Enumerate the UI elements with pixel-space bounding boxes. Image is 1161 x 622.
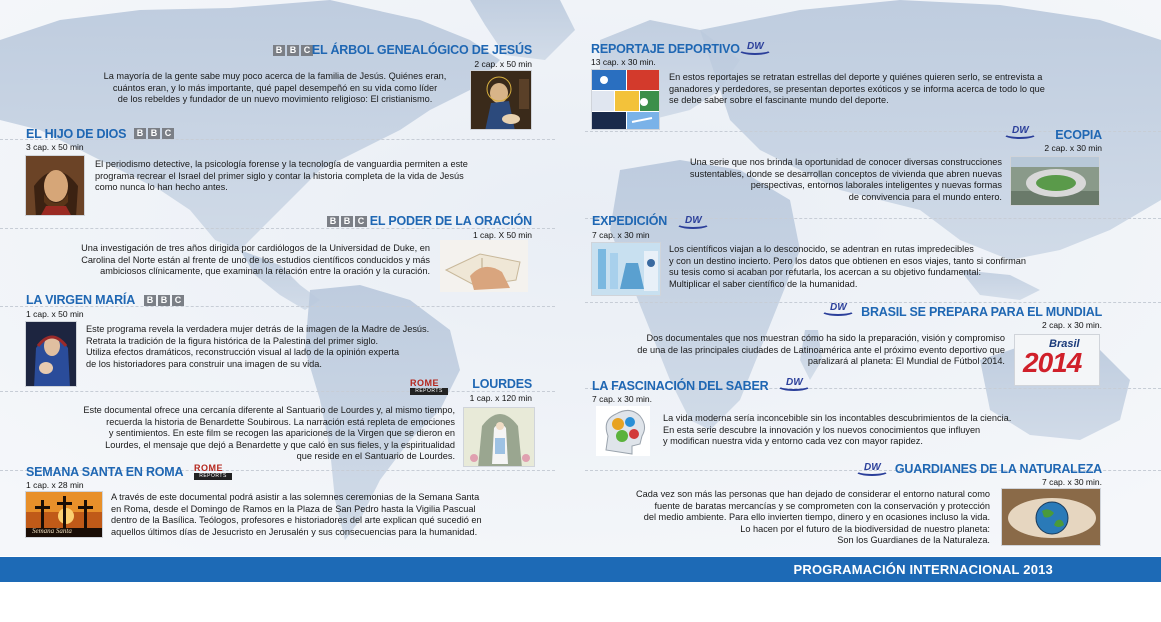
brasil-logo-word: Brasil bbox=[1049, 338, 1080, 350]
program-thumbnail-lourdes bbox=[463, 407, 535, 467]
program-description: A través de este documental podrá asistir a las solemnes ceremonias de la Semana Santa en Roma, desde el Domingo de Ramos en la Plaza de San Pedro hasta la Vigilia Pascual dentro de la Basílica. Teólogos, profesores e historiadores del arte explican qué sucedió en aquellos últimos días de Jesucristo en Jerusalén y sus consecuencias para la humanidad. bbox=[111, 492, 482, 537]
program-thumbnail-lab bbox=[591, 242, 661, 296]
bbc-logo-letter: B bbox=[273, 45, 285, 56]
program-description: Dos documentales que nos muestran cómo ha sido la preparación, visión y compromiso de una de las principales ciudades de Latinoamérica ante el próximo evento deportivo que paralizará al planeta: El Mundial de Fútbol 2014. bbox=[637, 333, 1005, 366]
program-thumbnail-prayer bbox=[440, 240, 528, 292]
program-description: Los científicos viajan a lo desconocido, se adentran en rutas impredecibles y con un destino incierto. Pero los datos que obtienen en esos viajes, tanto si confirman su tesis como si acaban por refutarla, los acercan a su objetivo fundamental: Multiplicar el saber científico de la humanidad. bbox=[669, 244, 1026, 289]
virgin-mary-painting-image bbox=[26, 322, 77, 387]
dw-logo bbox=[676, 216, 710, 230]
program-thumbnail-sports bbox=[591, 69, 660, 130]
footer-title: PROGRAMACIÓN INTERNACIONAL 2013 bbox=[793, 562, 1053, 577]
bbc-logo-letter: B bbox=[144, 295, 156, 306]
episode-info: 2 cap. x 30 min. bbox=[1041, 320, 1102, 330]
thumbnail-caption: Semana Santa bbox=[32, 527, 72, 535]
brasil-logo-year: 2014 bbox=[1023, 347, 1082, 378]
program-thumbnail-earth-eye bbox=[1001, 488, 1101, 546]
lourdes-statue-image bbox=[464, 408, 535, 467]
bbc-logo-letter: C bbox=[355, 216, 367, 227]
program-title: LA FASCINACIÓN DEL SABER bbox=[592, 379, 769, 393]
program-thumbnail-semana-santa bbox=[25, 491, 103, 538]
program-title: EL HIJO DE DIOS bbox=[26, 127, 127, 141]
bbc-logo-letter: B bbox=[148, 128, 160, 139]
dw-logo-text: DW bbox=[830, 302, 847, 313]
program-thumbnail-stadium bbox=[1010, 156, 1100, 206]
separator-line bbox=[0, 228, 555, 229]
rome-reports-logo bbox=[194, 463, 232, 481]
program-title: ECOPIA bbox=[1055, 128, 1102, 142]
program-title: LOURDES bbox=[472, 377, 532, 391]
episode-info: 13 cap. x 30 min. bbox=[591, 57, 656, 67]
dw-logo bbox=[821, 303, 855, 317]
program-description: Una serie que nos brinda la oportunidad de conocer diversas construcciones sustentables, donde se desarrollan conceptos de vivienda que abren nuevas perspectivas, entornos laborales inteligentes y nuevas formas de convivencia para el mundo entero. bbox=[689, 157, 1002, 202]
bbc-logo-letter: C bbox=[172, 295, 184, 306]
program-thumbnail-nativity bbox=[470, 70, 532, 130]
dw-logo bbox=[777, 378, 811, 392]
program-description: La vida moderna sería inconcebible sin los incontables descubrimientos de la ciencia. En esta serie descubre la innovación y los nuevos conocimientos que influyen y modifican nuestra vida y entorno cada vez con mayor rapidez. bbox=[663, 413, 1012, 446]
episode-info: 1 cap. x 50 min bbox=[26, 309, 84, 319]
episode-info: 1 cap. X 50 min bbox=[472, 230, 532, 240]
program-description: Este programa revela la verdadera mujer detrás de la imagen de la Madre de Jesús. Retrata la tradición de la figura histórica de la Palestina del primer siglo. Utiliza efectos dramáticos, reconstrucción visual al lado de la opinión experta de los historiadores para construir una imagen de su vida. bbox=[86, 324, 430, 369]
rome-reports-logo-top: ROME bbox=[410, 378, 439, 388]
bbc-logo-letter: B bbox=[287, 45, 299, 56]
program-description: Este documental ofrece una cercanía diferente al Santuario de Lourdes y, al mismo tiempo, recuerda la historia de Benardette Soubirous. La narración está repleta de emociones y sentimientos. En este film se recogen las apariciones de la Virgen que se dieron en Lourdes, el mensaje que dejó a Benardette y que caló en sus fieles, y la espiritualidad que reside en el Santuario de Lourdes. bbox=[83, 405, 455, 461]
program-title: EXPEDICIÓN bbox=[592, 214, 668, 228]
episode-info: 7 cap. x 30 min. bbox=[1041, 477, 1102, 487]
episode-info: 3 cap. x 50 min bbox=[26, 142, 84, 152]
separator-line bbox=[0, 391, 555, 392]
stadium-aerial-image bbox=[1011, 157, 1100, 206]
separator-line bbox=[585, 302, 1161, 303]
episode-info: 1 cap. x 28 min bbox=[26, 480, 84, 490]
program-title: EL ÁRBOL GENEALÓGICO DE JESÚS bbox=[311, 43, 532, 57]
dw-logo-text: DW bbox=[864, 462, 881, 473]
episode-info: 7 cap. x 30 min. bbox=[592, 394, 653, 404]
bbc-logo-letter: B bbox=[158, 295, 170, 306]
program-thumbnail-virgin bbox=[25, 321, 77, 387]
program-thumbnail-brain-gears bbox=[596, 406, 650, 456]
program-description: La mayoría de la gente sabe muy poco acerca de la familia de Jesús. Quiénes eran, cuántos eran, y lo más importante, qué papel desempeñó en su vida como líder de los rebeldes y fundador de un nuevo movimiento religioso: El cristianismo. bbox=[103, 71, 447, 104]
dw-logo bbox=[738, 42, 772, 56]
program-thumbnail-brasil-2014 bbox=[1014, 334, 1100, 386]
episode-info: 2 cap. x 50 min bbox=[474, 59, 532, 69]
bbc-logo bbox=[327, 216, 367, 227]
dw-logo-text: DW bbox=[747, 41, 764, 52]
program-description: El periodismo detective, la psicología forense y la tecnología de vanguardia permiten a este programa recrear el Israel del primer siglo y contar la historia completa de la vida de Jesús como nunca lo han hecho antes. bbox=[95, 159, 468, 192]
program-title: BRASIL SE PREPARA PARA EL MUNDIAL bbox=[861, 305, 1102, 319]
rome-reports-logo-bottom: REPORTS bbox=[410, 388, 448, 395]
program-title: GUARDIANES DE LA NATURALEZA bbox=[894, 462, 1102, 476]
bbc-logo bbox=[144, 295, 184, 306]
rome-reports-logo-bottom: REPORTS bbox=[194, 473, 232, 480]
program-title: LA VIRGEN MARÍA bbox=[26, 293, 136, 307]
episode-info: 1 cap. x 120 min bbox=[469, 393, 532, 403]
dw-logo-text: DW bbox=[1012, 125, 1029, 136]
program-title: SEMANA SANTA EN ROMA bbox=[26, 465, 184, 479]
sports-collage-image bbox=[592, 70, 660, 130]
rome-reports-logo-top: ROME bbox=[194, 463, 223, 473]
bbc-logo bbox=[134, 128, 174, 139]
bbc-logo-letter: B bbox=[327, 216, 339, 227]
program-title: EL PODER DE LA ORACIÓN bbox=[369, 214, 532, 228]
program-description: Una investigación de tres años dirigida por cardiólogos de la Universidad de Duke, en Carolina del Norte están al frente de uno de los estudios científicos conducidos y más ambiciosos clínicamente, que examinan la relación entre la oración y la curación. bbox=[81, 243, 430, 276]
nativity-painting-image bbox=[471, 71, 532, 130]
bbc-logo bbox=[273, 45, 313, 56]
dw-logo bbox=[1003, 126, 1037, 140]
earth-eye-image bbox=[1002, 489, 1101, 546]
program-description: En estos reportajes se retratan estrellas del deporte y quiénes quieren serlo, se entrevista a ganadores y perdedores, se presentan deportes exóticos y se informa acerca de todo lo que se debe saber sobre el fascinante mundo del deporte. bbox=[669, 72, 1045, 105]
rome-reports-logo bbox=[410, 378, 448, 396]
program-thumbnail-jesus bbox=[25, 155, 85, 216]
dw-logo-text: DW bbox=[685, 215, 702, 226]
dw-logo bbox=[855, 463, 889, 477]
program-description: Cada vez son más las personas que han dejado de considerar el entorno natural como fuente de baratas mercancías y se comprometen con la conservación y protección del medio ambiente. Para ello invierten tiempo, dinero y en ocasiones incluso la vida. Lo hacen por el futuro de la biodiversidad de nuestro planeta: Son los Guardianes de la Naturaleza. bbox=[636, 489, 990, 545]
bbc-logo-letter: B bbox=[341, 216, 353, 227]
laboratory-image bbox=[592, 243, 661, 296]
bbc-logo-letter: C bbox=[162, 128, 174, 139]
brain-gears-icon bbox=[596, 406, 650, 456]
program-title: REPORTAJE DEPORTIVO bbox=[591, 42, 740, 56]
jesus-portrait-image bbox=[26, 156, 85, 216]
episode-info: 7 cap. x 30 min bbox=[592, 230, 650, 240]
bbc-logo-letter: C bbox=[301, 45, 313, 56]
praying-hands-image bbox=[440, 240, 528, 292]
separator-line bbox=[585, 218, 1161, 219]
dw-logo-text: DW bbox=[786, 377, 803, 388]
bbc-logo-letter: B bbox=[134, 128, 146, 139]
episode-info: 2 cap. x 30 min bbox=[1044, 143, 1102, 153]
